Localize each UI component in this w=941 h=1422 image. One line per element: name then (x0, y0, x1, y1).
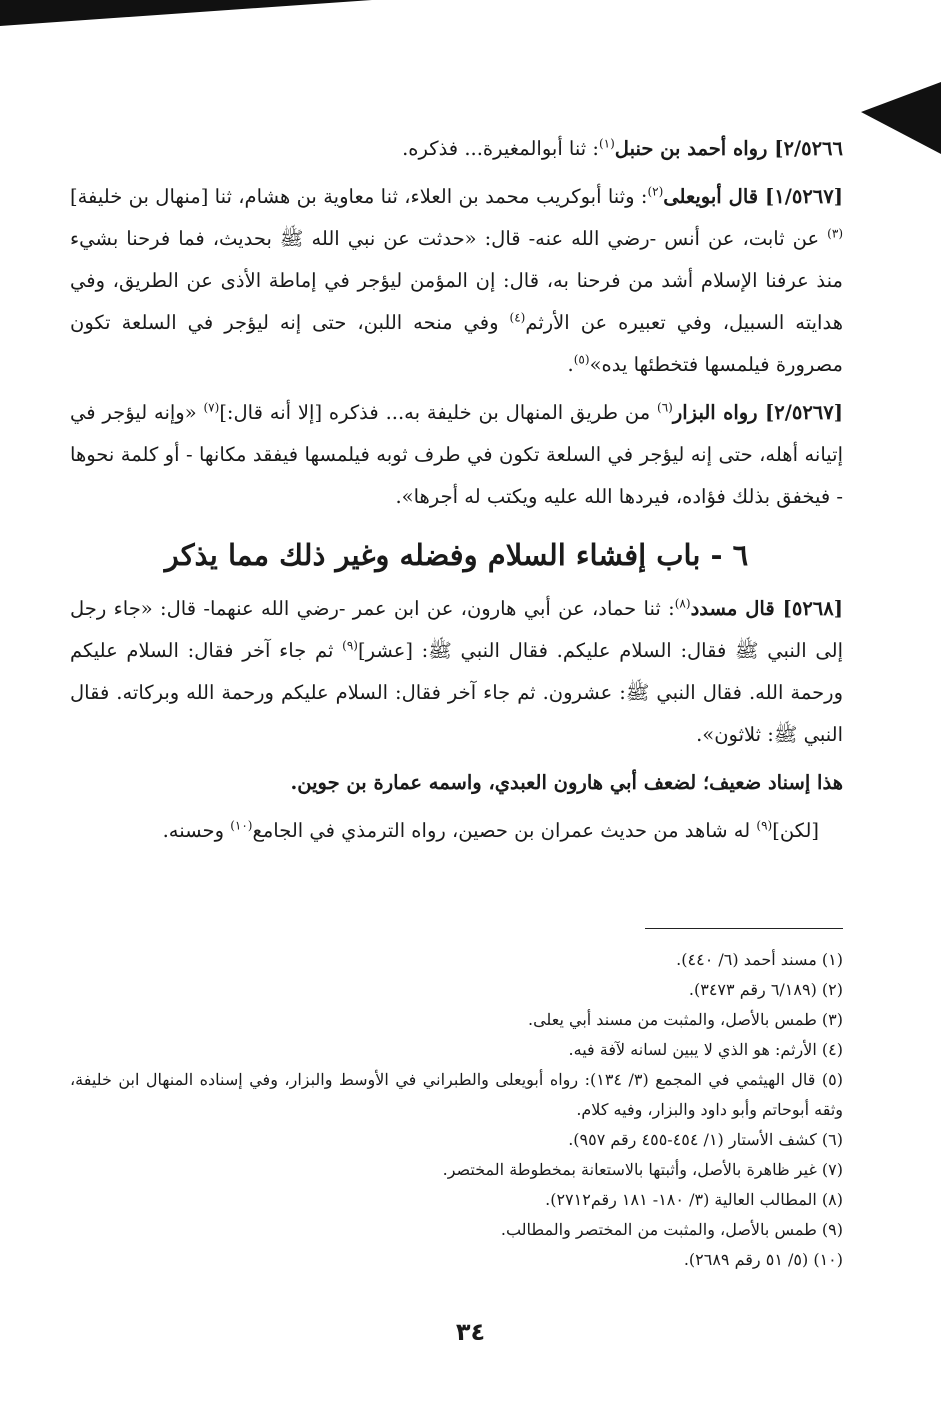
entry-text: «وإنه ليؤجر في إتيانه أهله، حتى إنه ليؤجر في السلعة تكون في طرف ثوبه فيلمسها فيفقد مكانها - أو كلمة نحوها - فيخفق بذلك فؤاده، فيردها الله عليه ويكتب له أجرها». (70, 401, 843, 508)
footnote-item: (٢) (٦/١٨٩ رقم ٣٤٧٣). (688, 980, 843, 999)
entry-text: ثم جاء آخر فقال: السلام عليكم ورحمة الله. فقال النبي ﷺ: عشرون. ثم جاء آخر فقال: السلام عليكم ورحمة الله وبركاته. فقال النبي ﷺ: ثلاثون». (70, 639, 843, 746)
entry-reference: ٢/٥٢٦٦] رواه أحمد بن حنبل (614, 137, 843, 160)
footnote-marker[interactable]: (٩) (756, 818, 773, 833)
hadith-entry-5268 (70, 588, 843, 756)
entry-reference: [٥٢٦٨] قال مسدد (690, 597, 843, 620)
entry-text: : ثنا أبوالمغيرة... فذكره. (402, 137, 599, 160)
footnote-item: (٨) المطالب العالية (٣/ ١٨٠- ١٨١ رقم٢٧١٢). (545, 1190, 843, 1209)
witness-text: له شاهد من حديث عمران بن حصين، رواه الترمذي في الجامع (252, 819, 757, 842)
page-body (70, 128, 843, 858)
footnote-item: (١) مسند أحمد (٦/ ٤٤٠). (676, 950, 843, 969)
page-number: ٣٤ (455, 1318, 486, 1346)
isnad-grade: هذا إسناد ضعيف؛ لضعف أبي هارون العبدي، واسمه عمارة بن جوين. (290, 771, 843, 794)
footnote-marker[interactable]: (٣) (827, 226, 843, 241)
scan-edge-shadow-right (861, 82, 941, 154)
footnote-item: (٤) الأرثم: هو الذي لا يبين لسانه لآفة فيه. (568, 1040, 843, 1059)
hadith-entry-5267-1 (70, 176, 843, 386)
footnote-marker[interactable]: (٦) (657, 400, 673, 415)
footnote-marker[interactable]: (٨) (674, 596, 691, 611)
footnote-marker[interactable]: (٥) (573, 352, 590, 367)
footnote-marker[interactable]: (١) (598, 136, 615, 151)
entry-text: : وثنا أبوكريب محمد بن العلاء، ثنا معاوية بن هشام، ثنا [منهال بن خليفة] (70, 185, 648, 208)
footnote-item: (٣) طمس بالأصل، والمثبت من مسند أبي يعلى. (528, 1010, 843, 1029)
footnote-marker[interactable]: (٤) (509, 310, 526, 325)
footnote-marker[interactable]: (١٠) (230, 818, 253, 833)
witness-text: وحسنه. (162, 819, 231, 842)
footnote-item: (١٠) (٥/ ٥١ رقم ٢٦٨٩). (683, 1250, 843, 1269)
footnote-item: (٥) قال الهيثمي في المجمع (٣/ ١٣٤): رواه أبويعلى والطبراني في الأوسط والبزار، وفي إسناده المنهال ابن خليفة، وثقه أبوحاتم وأبو داود والبزار، وفيه كلام. (70, 1070, 844, 1119)
footnotes-list (70, 945, 843, 1275)
hadith-entry-5266-2 (70, 128, 843, 170)
entry-reference: [١/٥٢٦٧] قال أبويعلى (663, 185, 843, 208)
footnote-marker[interactable]: (٩) (342, 638, 358, 653)
entry-text: . (567, 353, 574, 376)
entry-text: وفي منحه اللبن، حتى إنه ليؤجر في السلعة تكون مصرورة فيلمسها فتخطئها يده» (70, 311, 843, 376)
footnote-item: (٧) غير ظاهرة بالأصل، وأثبتها بالاستعانة بمخطوطة المختصر. (442, 1160, 843, 1179)
footnote-separator (645, 928, 843, 929)
chapter-heading: ٦ - باب إفشاء السلام وفضله وغير ذلك مما يذكر (164, 538, 749, 572)
entry-text: من طريق المنهال بن خليفة به... فذكره [إلا أنه قال:] (219, 401, 658, 424)
entry-text: : ثنا حماد، عن أبي هارون، عن ابن عمر -رضي الله عنهما- قال: «جاء رجل إلى النبي ﷺ فقال: السلام عليكم. فقال النبي ﷺ: [عشر] (70, 597, 843, 662)
hadith-entry-5267-2 (70, 392, 843, 518)
scan-edge-shadow-top (0, 0, 372, 26)
witness-note (70, 810, 843, 852)
footnote-marker[interactable]: (٢) (647, 184, 664, 199)
footnote-item: (٦) كشف الأستار (١/ ٤٥٤-٤٥٥ رقم ٩٥٧). (568, 1130, 843, 1149)
footnote-item: (٩) طمس بالأصل، والمثبت من المختصر والمطالب. (500, 1220, 843, 1239)
footnote-marker[interactable]: (٧) (203, 400, 220, 415)
entry-reference: [٢/٥٢٦٧] رواه البزار (672, 401, 843, 424)
entry-text: عن ثابت، عن أنس -رضي الله عنه- قال: «حدثت عن نبي الله ﷺ بحديث، فما فرحنا بشيء منذ عرفنا الإسلام أشد من فرحنا به، قال: إن المؤمن ليؤجر في إماطة الأذى عن الطريق، وفي هدايته السبيل، وفي تعبيره عن الأرثم (70, 227, 843, 334)
witness-text: [لكن] (772, 819, 819, 842)
